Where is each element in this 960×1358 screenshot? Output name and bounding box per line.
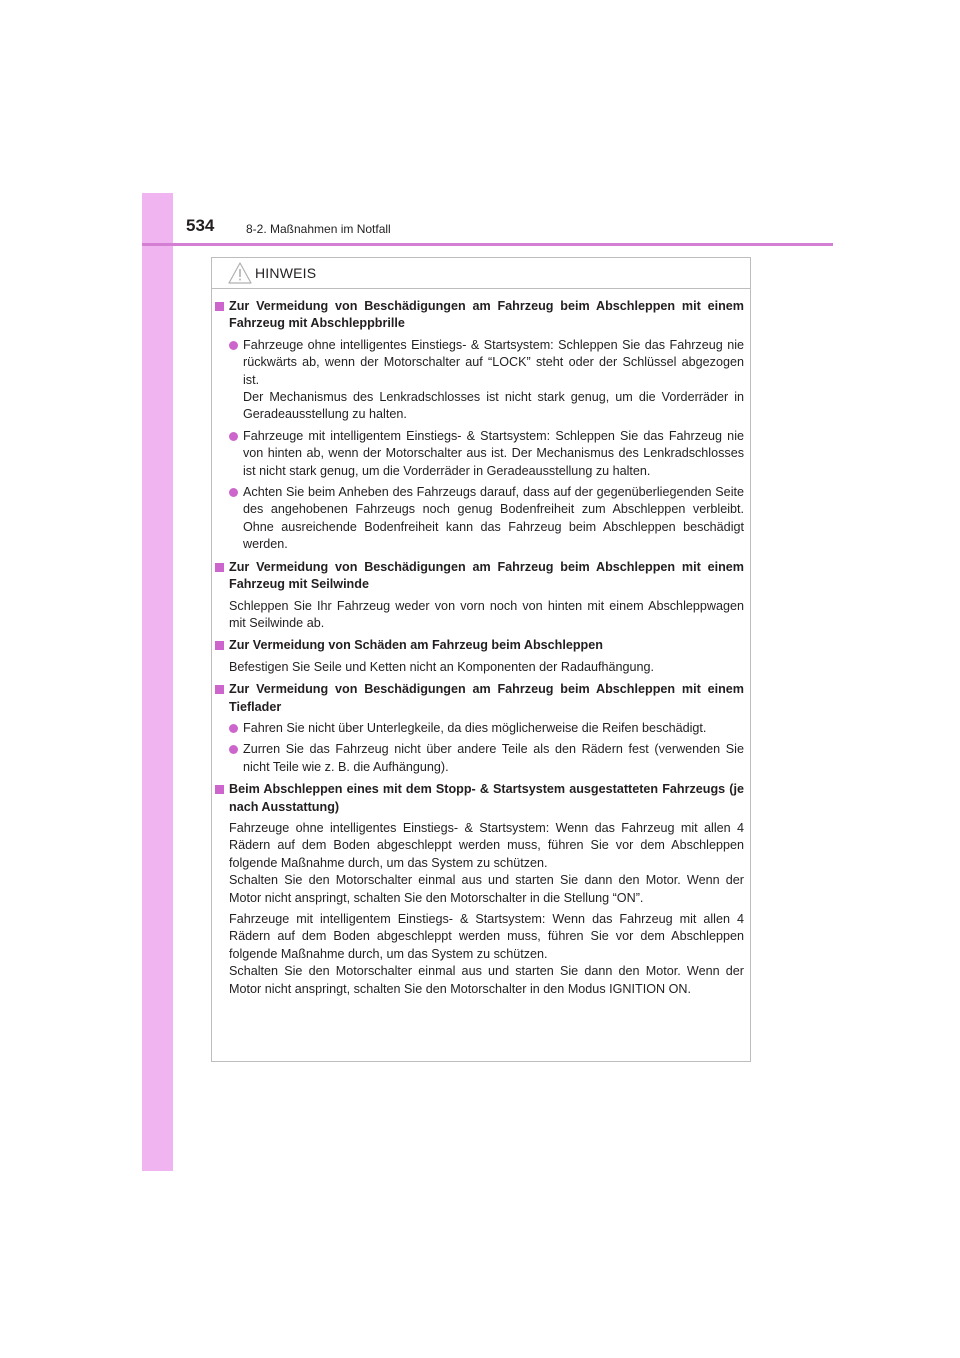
square-bullet-icon	[215, 563, 224, 572]
notice-label: HINWEIS	[255, 265, 317, 281]
square-bullet-icon	[215, 302, 224, 311]
paragraph	[229, 659, 744, 676]
bullet-item	[229, 720, 744, 737]
notice-header	[212, 258, 750, 289]
bullet-item	[229, 741, 744, 776]
round-bullet-icon	[229, 724, 238, 733]
square-bullet-icon	[215, 685, 224, 694]
notice-section	[215, 559, 744, 633]
paragraph-line: Schleppen Sie Ihr Fahrzeug weder von vorn noch von hinten mit einem Abschleppwagen mit Seilwinde ab.	[229, 598, 744, 630]
notice-section	[215, 298, 744, 554]
notice-section	[215, 681, 744, 776]
section-heading: Zur Vermeidung von Beschädigungen am Fahrzeug beim Abschleppen mit einem Fahrzeug mit Abschleppbrille	[229, 299, 744, 331]
section-heading: Beim Abschleppen eines mit dem Stopp- & Startsystem ausgestatteten Fahrzeugs (je nach Ausstattung)	[229, 782, 744, 814]
page-number: 534	[186, 216, 215, 235]
paragraph-line: Fahrzeuge mit intelligentem Einstiegs- & Startsystem: Wenn das Fahrzeug mit allen 4 Rädern auf dem Boden abgeschleppt werden muss, führen Sie vor dem Abschleppen folgende Maßnahme durch, um das System zu schützen.	[229, 912, 744, 961]
section-heading: Zur Vermeidung von Schäden am Fahrzeug beim Abschleppen	[229, 638, 603, 653]
paragraph	[229, 820, 744, 907]
paragraph	[229, 911, 744, 998]
section-heading: Zur Vermeidung von Beschädigungen am Fahrzeug beim Abschleppen mit einem Fahrzeug mit Seilwinde	[229, 559, 744, 592]
round-bullet-icon	[229, 341, 238, 350]
section-heading: Zur Vermeidung von Beschädigungen am Fahrzeug beim Abschleppen mit einem Tieflader	[229, 682, 744, 714]
notice-section	[215, 781, 744, 998]
paragraph-line: Befestigen Sie Seile und Ketten nicht an Komponenten der Radaufhängung.	[229, 659, 655, 674]
notice-box	[211, 257, 751, 1062]
section-title: 8-2. Maßnahmen im Notfall	[246, 222, 391, 236]
bullet-text: Zurren Sie das Fahrzeug nicht über andere Teile als den Rädern fest (verwenden Sie nicht Teile wie z. B. die Aufhängung).	[243, 742, 744, 774]
square-bullet-icon	[215, 641, 224, 650]
bullet-text: Fahrzeuge ohne intelligentes Einstiegs- & Startsystem: Schleppen Sie das Fahrzeug nie rückwärts ab, wenn der Motorschalter auf “LOCK” steht oder der Schlüssel abgezogen ist.	[243, 337, 744, 387]
header-rule	[142, 243, 833, 246]
bullet-item	[229, 337, 744, 424]
round-bullet-icon	[229, 432, 238, 441]
paragraph-line: Schalten Sie den Motorschalter einmal aus und starten Sie dann den Motor. Wenn der Motor nicht anspringt, schalten Sie den Motorschalter in den Modus IGNITION ON.	[229, 964, 744, 996]
round-bullet-icon	[229, 488, 238, 497]
bullet-item	[229, 428, 744, 480]
round-bullet-icon	[229, 745, 238, 754]
warning-triangle-icon	[227, 261, 253, 285]
square-bullet-icon	[215, 785, 224, 794]
bullet-text: Achten Sie beim Anheben des Fahrzeugs darauf, dass auf der gegenüberliegenden Seite des angehobenen Fahrzeugs noch genug Bodenfreiheit zum Abschleppen verbleibt. Ohne ausreichende Bodenfreiheit kann das Fahrzeug beim Abschleppen beschädigt werden.	[243, 485, 744, 552]
paragraph-line: Fahrzeuge ohne intelligentes Einstiegs- & Startsystem: Wenn das Fahrzeug mit allen 4 Rädern auf dem Boden abgeschleppt werden muss, führen Sie vor dem Abschleppen folgende Maßnahme durch, um das System zu schützen.	[229, 820, 744, 870]
bullet-item	[229, 484, 744, 554]
paragraph-line: Schalten Sie den Motorschalter einmal aus und starten Sie dann den Motor. Wenn der Motor nicht anspringt, schalten Sie den Motorschalter in die Stellung “ON”.	[229, 873, 744, 905]
bullet-text: Fahren Sie nicht über Unterlegkeile, da dies möglicherweise die Reifen beschädigt.	[243, 720, 707, 735]
chapter-side-strip	[142, 193, 173, 1171]
bullet-text: Der Mechanismus des Lenkradschlosses ist nicht stark genug, um die Vorderräder in Geradeausstellung zu halten.	[243, 390, 744, 422]
paragraph	[229, 598, 744, 633]
notice-body	[212, 298, 750, 1003]
bullet-text: Fahrzeuge mit intelligentem Einstiegs- & Startsystem: Schleppen Sie das Fahrzeug nie von hinten ab, wenn der Motorschalter aus ist. Der Mechanismus des Lenkradschlosses ist nicht stark genug, um die Vorderräder in Geradeausstellung zu halten.	[243, 428, 744, 478]
notice-section	[215, 637, 744, 676]
